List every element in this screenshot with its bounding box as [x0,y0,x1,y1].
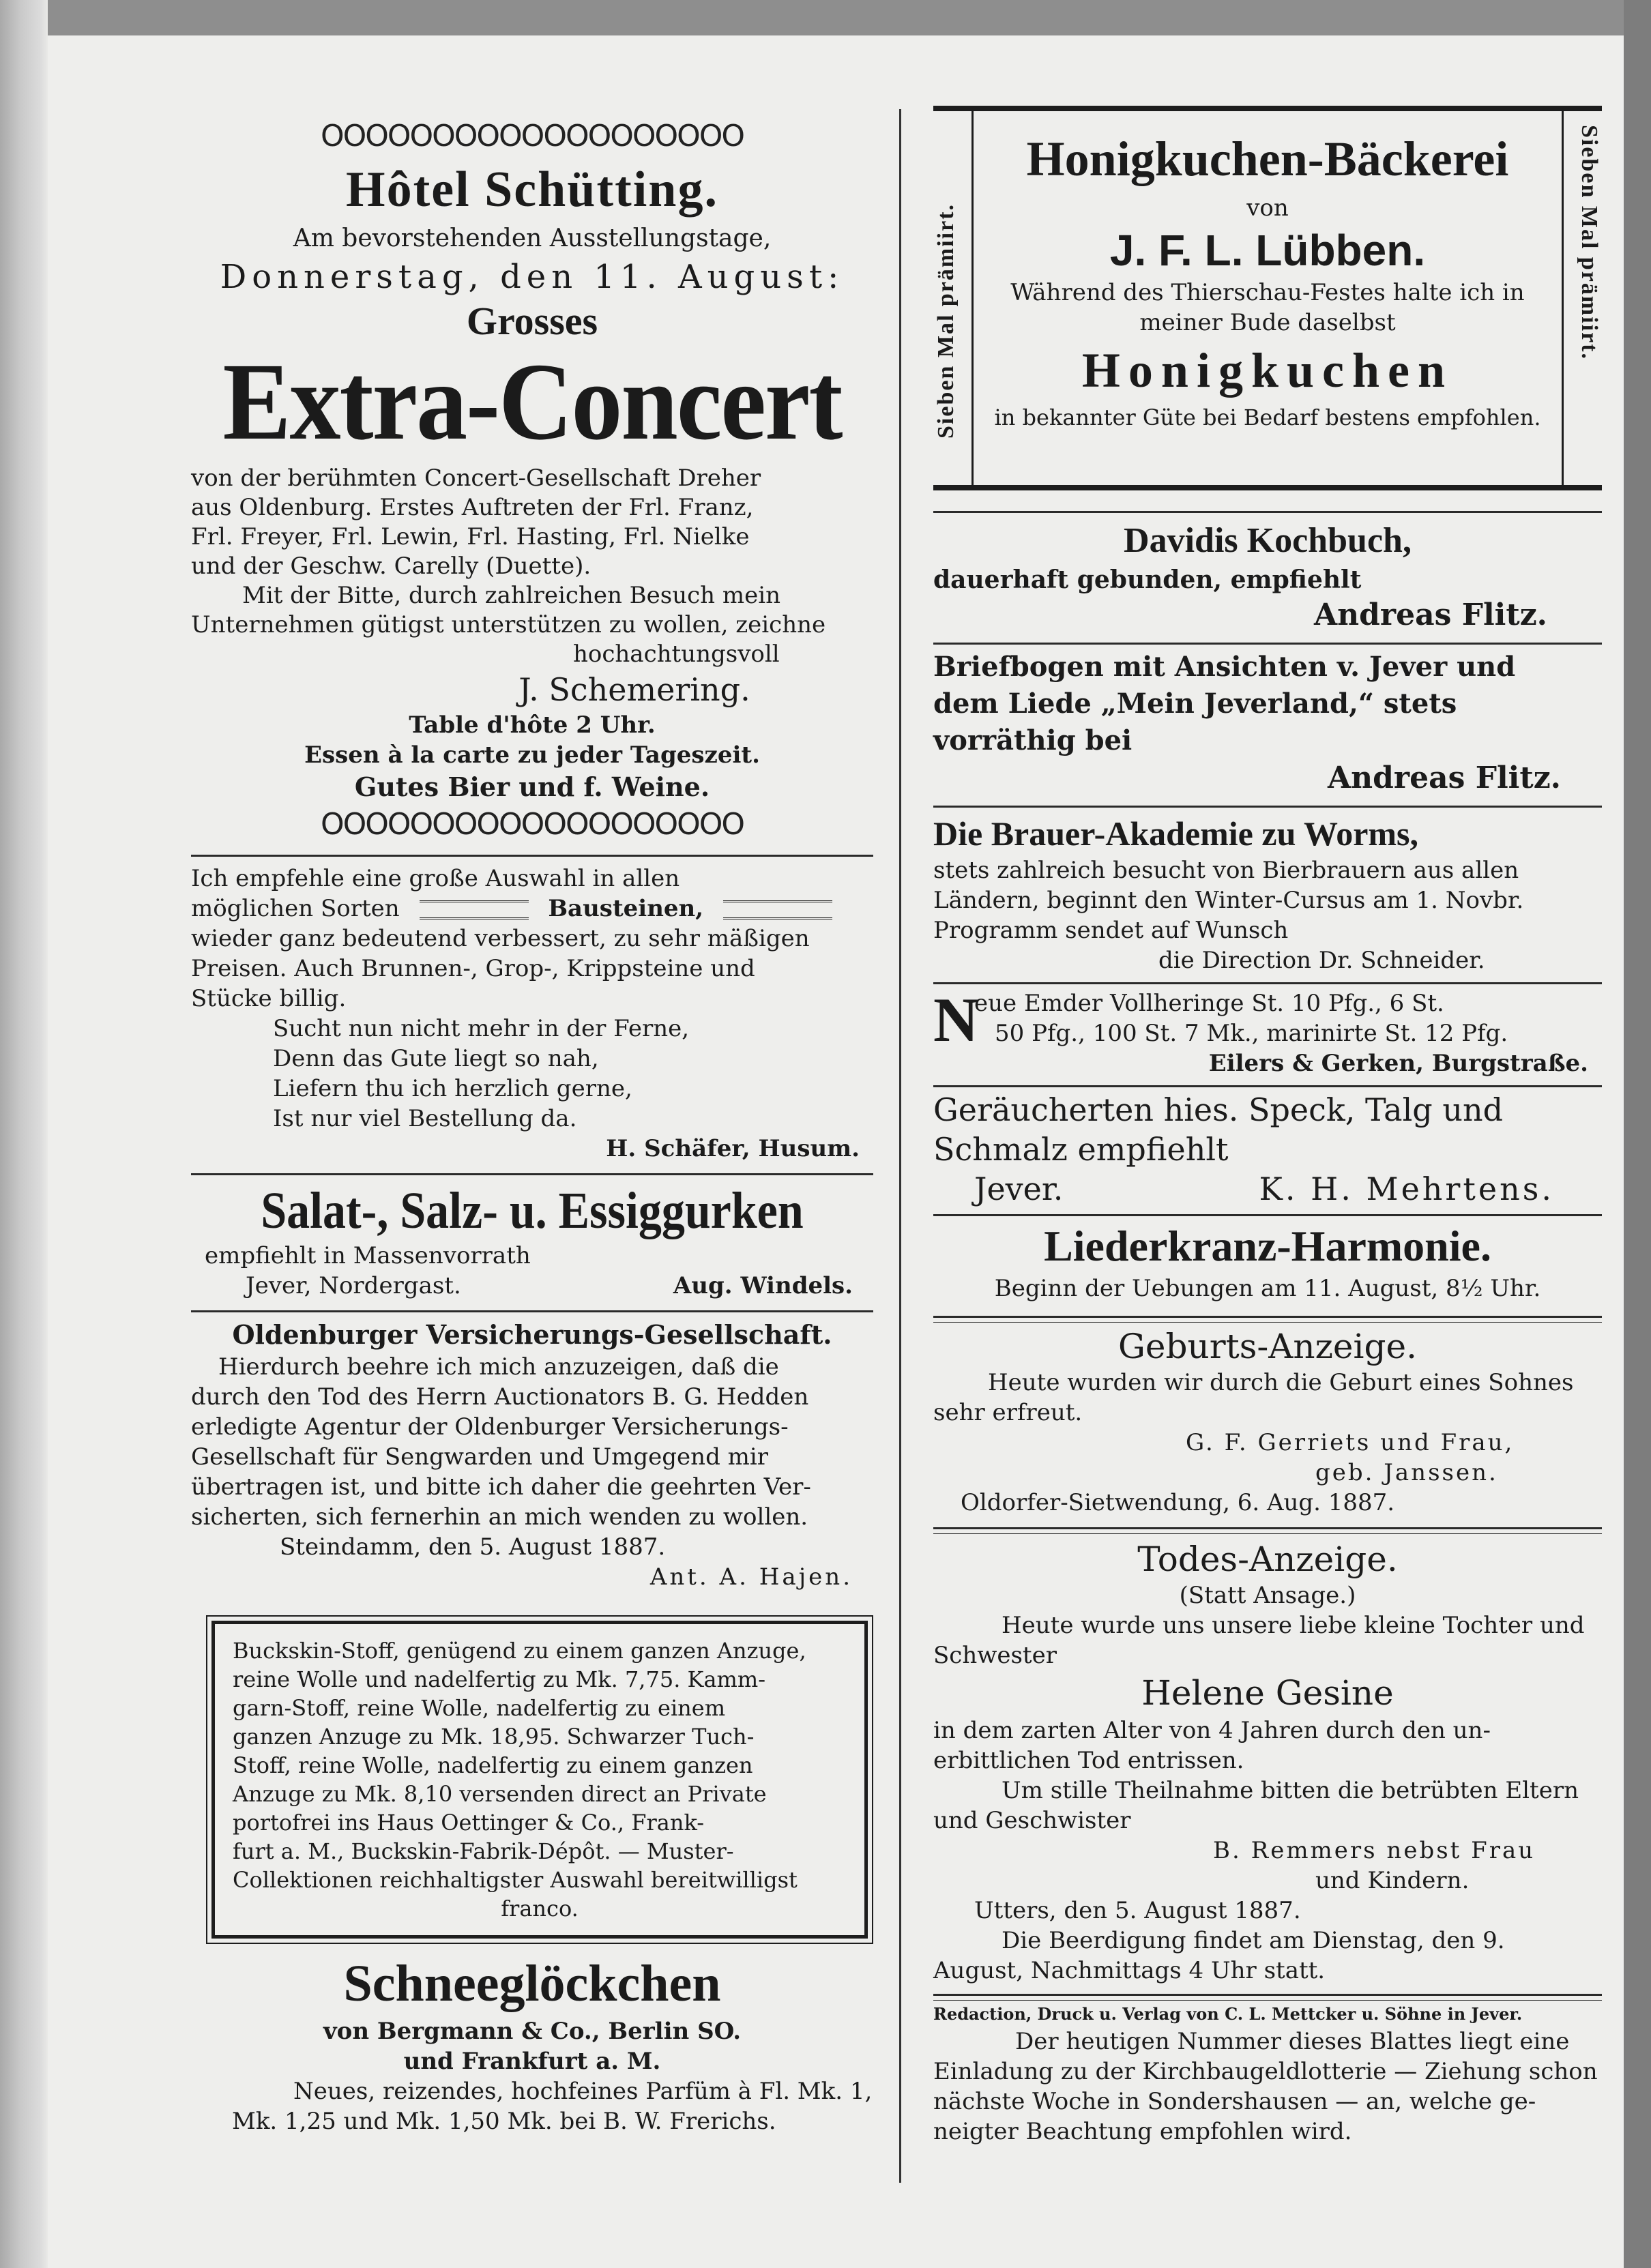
honig-side-right: Sieben Mal prämiirt. [1577,125,1602,361]
beilage-line-1: Der heutigen Nummer dieses Blattes liegt eine [1015,2028,1570,2055]
kochbuch-signature: Andreas Flitz. [1314,598,1547,632]
brauer-line-3: Programm sendet auf Wunsch [933,917,1289,944]
briefbogen-ad [933,645,1602,797]
versicherung-ad [191,1312,873,1592]
brauer-line-1: stets zahlreich besucht von Bierbrauern aus allen [933,857,1519,884]
versicherung-signature: Ant. A. Hajen. [649,1563,853,1591]
honig-line-3: in bekannter Güte bei Bedarf bestens empfohlen. [994,404,1541,430]
geburt-signature-1: G. F. Gerriets und Frau, [1186,1429,1515,1456]
bausteine-ad [191,857,873,1164]
tod-ad [933,1534,1602,1986]
bausteine-ornament-right [723,900,832,919]
hotel-essen: Essen à la carte zu jeder Tageszeit. [304,741,760,769]
tod-line-5: Um stille Theilnahme bitten die betrübten Eltern [1002,1777,1579,1804]
divider-rule-double [933,1994,1602,2001]
heringe-signature: Eilers & Gerken, Burgstraße. [1208,1050,1588,1077]
hotel-text-3: Frl. Freyer, Frl. Lewin, Frl. Hasting, Frl. Nielke [191,523,750,550]
versicherung-line-2: durch den Tod des Herrn Auctionators B. G. Hedden [191,1383,809,1411]
beilage-line-3: nächste Woche in Sondershausen — an, welche ge- [933,2088,1536,2115]
liederkranz-ad [933,1216,1602,1304]
schnee-line-4: Mk. 1,25 und Mk. 1,50 Mk. bei B. W. Frerichs. [232,2108,776,2135]
tod-line-1: Heute wurde uns unsere liebe kleine Tochter und [1002,1612,1585,1639]
honigkuchen-ad [933,106,1602,490]
buckskin-line-5: Stoff, reine Wolle, nadelfertig zu einem ganzen [233,1752,753,1778]
buckskin-line-8: furt a. M., Buckskin-Fabrik-Dépôt. — Muster- [233,1838,734,1864]
honig-rule-left [971,111,974,485]
bausteine-line-5: Stücke billig. [191,985,347,1012]
honig-von: von [1246,194,1289,222]
tod-line-6: und Geschwister [933,1807,1131,1834]
ornament-row-top: OOOOOOOOOOOOOOOOOOO [320,119,744,153]
briefbogen-line-1: Briefbogen mit Ansichten v. Jever und [933,651,1516,683]
hotel-text-2: aus Oldenburg. Erstes Auftreten der Frl. Franz, [191,494,754,521]
schnee-line-1: von Bergmann & Co., Berlin SO. [323,2018,742,2045]
bausteine-verse-2: Denn das Gute liegt so nah, [273,1045,599,1072]
schnee-line-2: und Frankfurt a. M. [403,2048,661,2075]
hotel-ad [191,116,873,845]
tod-signature-1: B. Remmers nebst Frau [1213,1837,1536,1864]
gurken-ad [191,1175,873,1301]
divider-rule-double [933,1527,1602,1534]
scan-top-strip [0,0,1651,35]
brauer-signature: die Direction Dr. Schneider. [1158,947,1485,974]
tod-sub: (Statt Ansage.) [1179,1582,1356,1609]
beilage-notice [933,2027,1602,2147]
bausteine-line-2 [191,894,873,924]
brauer-ad [933,808,1602,975]
gurken-line-2: Jever, Nordergast. [246,1272,461,1299]
versicherung-line-4: Gesellschaft für Sengwarden und Umgegend mir [191,1443,769,1471]
schnee-title: Schneeglöckchen [343,1955,721,2012]
geburt-place: Oldorfer-Sietwendung, 6. Aug. 1887. [961,1489,1395,1516]
bausteine-line-3: wieder ganz bedeutend verbessert, zu sehr mäßigen [191,925,810,952]
speck-signature: K. H. Mehrtens. [1259,1170,1554,1207]
bausteine-line-4: Preisen. Auch Brunnen-, Grop-, Krippsteine und [191,955,755,982]
gurken-signature: Aug. Windels. [673,1272,853,1299]
tod-title: Todes-Anzeige. [1137,1540,1398,1579]
hotel-table-dhote: Table d'hôte 2 Uhr. [409,711,656,739]
honig-name: J. F. L. Lübben. [1109,226,1426,275]
bausteine-ornament-left [420,900,529,919]
kochbuch-ad [933,513,1602,634]
hotel-text-5: Mit der Bitte, durch zahlreichen Besuch mein [242,582,780,609]
gurken-title: Salat-, Salz- u. Essiggurken [261,1181,804,1239]
beilage-line-4: neigter Beachtung empfohlen wird. [933,2118,1352,2145]
column-divider [899,109,901,2183]
buckskin-line-6: Anzuge zu Mk. 8,10 versenden direct an Private [233,1781,767,1807]
left-column [191,116,873,2136]
impressum: Redaction, Druck u. Verlag von C. L. Mettcker u. Söhne in Jever. [933,2004,1523,2024]
speck-place: Jever. [974,1170,1064,1207]
hotel-bier: Gutes Bier und f. Weine. [354,771,710,802]
buckskin-ad [211,1621,868,1939]
honig-side-left: Sieben Mal prämiirt. [933,203,959,439]
briefbogen-line-2: dem Liede „Mein Jeverland,“ stets [933,688,1457,720]
schnee-ad [191,1939,873,2136]
versicherung-title: Oldenburger Versicherungs-Gesellschaft. [232,1319,832,1350]
buckskin-line-3: garn-Stoff, reine Wolle, nadelfertig zu einem [233,1695,726,1721]
honig-line-2: meiner Bude daselbst [1139,309,1396,336]
brauer-title: Die Brauer-Akademie zu Worms, [933,814,1419,853]
speck-line-2: Schmalz empfiehlt [933,1131,1229,1168]
honig-title: Honigkuchen-Bäckerei [1026,132,1509,186]
buckskin-line-9: Collektionen reichhaltigster Auswahl bereitwilligst [233,1867,798,1893]
hotel-line-1: Am bevorstehenden Ausstellungstage, [293,224,772,252]
bausteine-verse-1: Sucht nun nicht mehr in der Ferne, [273,1015,690,1042]
speck-line-1: Geräucherten hies. Speck, Talg und [933,1091,1504,1128]
geburt-line-1: Heute wurden wir durch die Geburt eines Sohnes [988,1369,1574,1396]
speck-ad [933,1087,1602,1209]
briefbogen-line-3: vorräthig bei [933,724,1133,756]
versicherung-line-6: sicherten, sich fernerhin an mich wenden zu wollen. [191,1503,808,1531]
tod-line-2: Schwester [933,1642,1057,1669]
book-spine [0,0,48,2268]
tod-signature-2: und Kindern. [1315,1867,1470,1894]
tod-line-3: in dem zarten Alter von 4 Jahren durch den un- [933,1717,1491,1744]
buckskin-line-2: reine Wolle und nadelfertig zu Mk. 7,75. Kamm- [233,1666,766,1692]
hotel-signature: J. Schemering. [518,671,750,708]
hotel-grosses: Grosses [466,299,598,343]
versicherung-line-1: Hierdurch beehre ich mich anzuzeigen, daß die [218,1353,779,1381]
divider-rule-double [933,1316,1602,1323]
bausteine-line-1: Ich empfehle eine große Auswahl in allen [191,865,680,892]
heringe-line-1: eue Emder Vollheringe St. 10 Pfg., 6 St. [974,990,1444,1017]
scan-right-edge [1624,0,1651,2268]
liederkranz-line-1: Beginn der Uebungen am 11. August, 8½ Uhr. [994,1275,1541,1302]
hotel-text-4: und der Geschw. Carelly (Duette). [191,553,591,580]
hotel-concert-title: Extra-Concert [222,340,842,463]
heringe-line-2: 50 Pfg., 100 St. 7 Mk., marinirte St. 12 Pfg. [995,1020,1508,1047]
brauer-line-2: Ländern, beginnt den Winter-Cursus am 1. Novbr. [933,887,1524,914]
tod-name: Helene Gesine [1141,1673,1394,1713]
honig-line-1: Während des Thierschau-Festes halte ich in [1010,279,1525,306]
bausteine-verse-4: Ist nur viel Bestellung da. [273,1105,577,1132]
hotel-name: Hôtel Schütting. [346,162,718,218]
bausteine-verse-3: Liefern thu ich herzlich gerne, [273,1075,632,1102]
gurken-line-1: empfiehlt in Massenvorrath [205,1242,531,1269]
beilage-line-2: Einladung zu der Kirchbaugeldlotterie — Ziehung schon [933,2058,1598,2085]
tod-place: Utters, den 5. August 1887. [974,1897,1301,1924]
kochbuch-line-1: dauerhaft gebunden, empfiehlt [933,565,1362,594]
bausteine-line-2b: Bausteinen, [548,895,704,922]
geburt-title: Geburts-Anzeige. [1117,1327,1417,1366]
heringe-initial: N [933,985,979,1055]
versicherung-line-3: erledigte Agentur der Oldenburger Versicherungs- [191,1413,789,1441]
briefbogen-signature: Andreas Flitz. [1328,761,1561,795]
tod-line-4: erbittlichen Tod entrissen. [933,1747,1244,1774]
buckskin-line-4: ganzen Anzuge zu Mk. 18,95. Schwarzer Tuch- [233,1724,755,1750]
geburt-line-2: sehr erfreut. [933,1399,1083,1426]
hotel-text-1: von der berühmten Concert-Gesellschaft Dreher [191,465,761,492]
geburt-signature-2: geb. Janssen. [1315,1459,1498,1486]
tod-line-7: Die Beerdigung findet am Dienstag, den 9. [1002,1927,1505,1954]
kochbuch-title: Davidis Kochbuch, [1124,521,1412,560]
bausteine-signature: H. Schäfer, Husum. [606,1135,860,1162]
buckskin-line-1: Buckskin-Stoff, genügend zu einem ganzen Anzuge, [233,1638,806,1664]
geburt-ad [933,1323,1602,1518]
schnee-line-3: Neues, reizendes, hochfeines Parfüm à Fl. Mk. 1, [293,2078,873,2105]
right-column [933,106,1602,2147]
hotel-text-6: Unternehmen gütigst unterstützen zu wollen, zeichne [191,611,826,638]
tod-line-8: August, Nachmittags 4 Uhr statt. [933,1957,1326,1984]
honig-rule-right [1562,111,1564,485]
heringe-ad [933,984,1602,1078]
ornament-row-bottom: OOOOOOOOOOOOOOOOOOO [320,807,744,842]
liederkranz-title: Liederkranz-Harmonie. [1044,1222,1491,1270]
honig-big: Honigkuchen [1081,343,1454,398]
versicherung-date: Steindamm, den 5. August 1887. [280,1533,666,1561]
buckskin-line-10: franco. [501,1896,579,1921]
hotel-line-2: Donnerstag, den 11. August: [220,258,845,296]
bausteine-line-2a: möglichen Sorten [191,895,400,922]
hotel-text-7: hochachtungsvoll [573,640,780,668]
versicherung-line-5: übertragen ist, und bitte ich daher die geehrten Ver- [191,1473,811,1501]
buckskin-line-7: portofrei ins Haus Oettinger & Co., Frank- [233,1810,705,1836]
